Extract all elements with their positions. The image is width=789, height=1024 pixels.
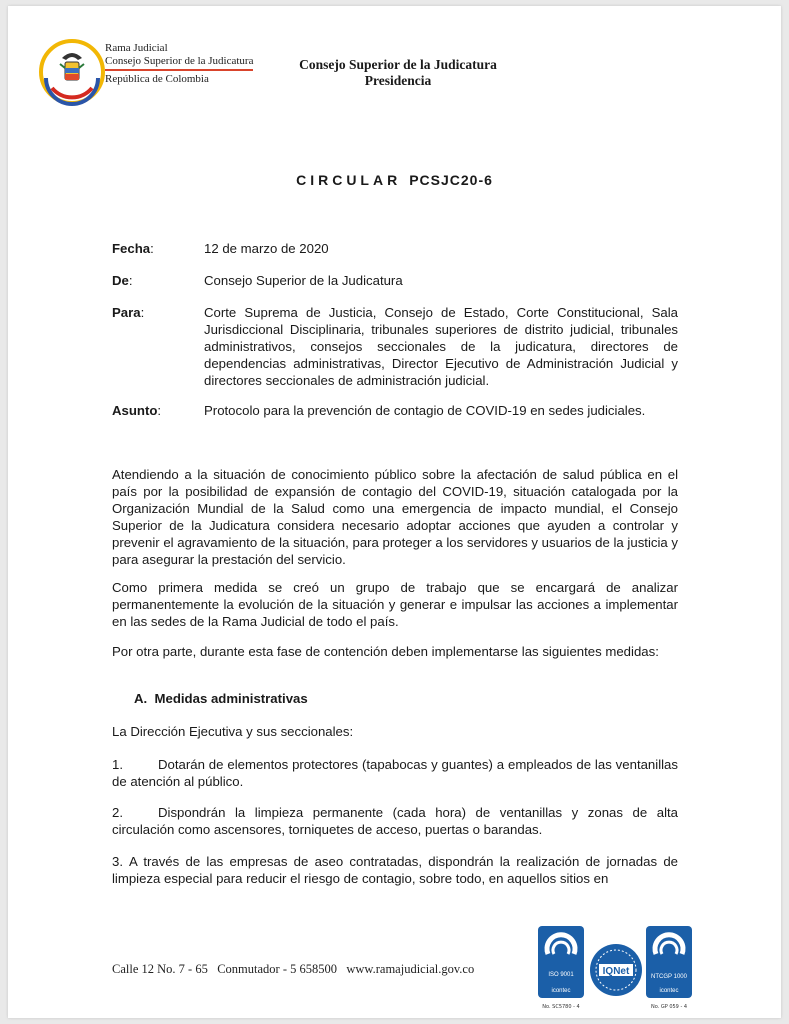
- field-value: Consejo Superior de la Judicatura: [204, 273, 403, 288]
- list-item: [112, 853, 678, 887]
- list-item-text: Dotarán de elementos protectores (tapabocas y guantes) a empleados de las ventanillas de atención al público.: [112, 757, 678, 789]
- list-item-number: 3.: [112, 854, 123, 869]
- list-item: [112, 804, 678, 838]
- body-paragraph-4: La Dirección Ejecutiva y sus seccionales:: [112, 724, 354, 739]
- body-paragraph-2: Como primera medida se creó un grupo de trabajo que se encargará de analizar permanentemente la evolución de la situación y generar e impulsar las acciones a implementar en las sedes de la Rama Judicial de todo el país.: [112, 580, 678, 629]
- list-item-text: A través de las empresas de aseo contratadas, dispondrán la realización de jornadas de limpieza especial para reducir el riesgo de contagio, sobre todo, en aquellos sitios en: [112, 854, 678, 886]
- body-paragraph-1: Atendiendo a la situación de conocimiento público sobre la afectación de salud pública en el país por la posibilidad de expansión de contagio del COVID-19, situación catalogada por la Organización Mundial de la Salud como una emergencia de impacto mundial, el Consejo Superior de la Judicatura considera necesario adoptar acciones que ayuden a controlar y prevenir el agravamiento de la situación, para proteger a los servidores y usuarios de la justicia y para asegurar la prestación del servicio.: [112, 467, 678, 567]
- field-label: Para:: [112, 305, 145, 320]
- circular-code: PCSJC20-6: [409, 172, 493, 188]
- field-value: Corte Suprema de Justicia, Consejo de Estado, Corte Constitucional, Sala Jurisdiccional Disciplinaria, tribunales superiores de distrito judicial, tribunales administrativos, consejos seccionales de la judicatura, directores de dependencias administrativas, Director Ejecutivo de Administración Judicial y directores seccionales de administración judicial.: [204, 305, 678, 388]
- org-line-2: Consejo Superior de la Judicatura: [105, 55, 253, 71]
- section-heading: A. Medidas administrativas: [134, 691, 308, 706]
- org-line-3: República de Colombia: [105, 73, 209, 85]
- iso-number: No. SC5780 - 4: [542, 1004, 580, 1010]
- list-item-number: 2.: [112, 805, 123, 820]
- list-item-text: Dispondrán la limpieza permanente (cada hora) de ventanillas y zonas de alta circulación como ascensores, torniquetes de acceso, puertas o barandas.: [112, 805, 678, 837]
- list-item-number: 1.: [112, 757, 123, 772]
- issuer-line-1: Consejo Superior de la Judicatura: [299, 57, 497, 72]
- issuer-heading: [278, 57, 518, 89]
- ntcgp-1000-certification-logo: [644, 924, 694, 1012]
- ntcgp-label: NTCGP 1000: [651, 974, 687, 980]
- ntcgp-number: No. GP 059 - 4: [650, 1004, 688, 1010]
- organization-block: [105, 42, 253, 86]
- iqnet-label: IQNet: [602, 966, 630, 977]
- circular-title: [8, 172, 781, 188]
- coat-of-arms-logo: [38, 38, 106, 106]
- issuer-line-2: Presidencia: [364, 73, 432, 88]
- field-value: Protocolo para la prevención de contagio de COVID-19 en sedes judiciales.: [204, 403, 646, 418]
- iqnet-certification-logo: [588, 924, 644, 1004]
- field-label: De:: [112, 273, 133, 288]
- icontec-label: icontec: [551, 988, 571, 994]
- document-page: [8, 6, 781, 1018]
- field-label: Asunto:: [112, 403, 162, 418]
- org-line-1: Rama Judicial: [105, 42, 168, 54]
- iso-label: ISO 9001: [548, 972, 574, 978]
- footer-address: Calle 12 No. 7 - 65 Conmutador - 5 658500 www.ramajudicial.gov.co: [112, 962, 475, 976]
- body-paragraph-3: Por otra parte, durante esta fase de contención deben implementarse las siguientes medidas:: [112, 644, 659, 659]
- field-label: Fecha:: [112, 241, 154, 256]
- circular-label: CIRCULAR: [296, 172, 402, 188]
- iso-9001-certification-logo: [536, 924, 586, 1012]
- list-item: [112, 756, 678, 790]
- field-value: 12 de marzo de 2020: [204, 241, 329, 256]
- icontec-label: icontec: [659, 988, 679, 994]
